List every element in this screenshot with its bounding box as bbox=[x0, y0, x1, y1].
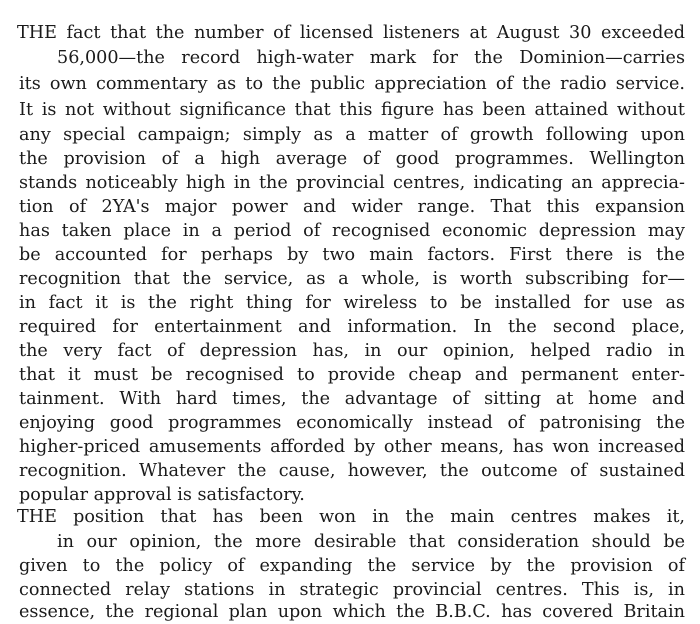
paragraph-line: has taken place in a period of recognised economic depression may bbox=[19, 221, 685, 241]
paragraph-line: given to the policy of expanding the service by the provision of bbox=[19, 556, 685, 576]
paragraph-line: the provision of a high average of good programmes. Wellington bbox=[19, 149, 685, 169]
paragraph-line: popular approval is satisfactory. bbox=[19, 485, 305, 505]
paragraph-line: THE fact that the number of licensed listeners at August 30 exceeded bbox=[17, 23, 685, 43]
paragraph-line: higher-priced amusements afforded by other means, has won increased bbox=[19, 437, 685, 457]
paragraph-line: It is not without significance that this figure has been attained without bbox=[19, 100, 685, 120]
paragraph-line: required for entertainment and information. In the second place, bbox=[19, 317, 685, 337]
paragraph-line: any special campaign; simply as a matter of growth following upon bbox=[19, 125, 685, 145]
paragraph-line: stands noticeably high in the provincial centres, indicating an apprecia- bbox=[19, 173, 685, 193]
paragraph-line: that it must be recognised to provide cheap and permanent enter- bbox=[19, 365, 685, 385]
paragraph-line: enjoying good programmes economically instead of patronising the bbox=[19, 413, 685, 433]
paragraph-line: in our opinion, the more desirable that consideration should be bbox=[57, 532, 685, 552]
paragraph-line: recognition that the service, as a whole, is worth subscribing for— bbox=[19, 269, 685, 289]
paragraph-line: 56,000—the record high-water mark for the Dominion—carries bbox=[57, 48, 685, 68]
paragraph-line: in fact it is the right thing for wireless to be installed for use as bbox=[19, 293, 685, 313]
paragraph-line: essence, the regional plan upon which the B.B.C. has covered Britain bbox=[19, 602, 685, 622]
paragraph-line: tainment. With hard times, the advantage of sitting at home and bbox=[19, 389, 685, 409]
paragraph-line: THE position that has been won in the main centres makes it, bbox=[17, 507, 685, 527]
paragraph-line: be accounted for perhaps by two main factors. First there is the bbox=[19, 245, 685, 265]
paragraph-line: connected relay stations in strategic provincial centres. This is, in bbox=[19, 580, 685, 600]
paragraph-line: its own commentary as to the public appreciation of the radio service. bbox=[19, 74, 685, 94]
paragraph-line: tion of 2YA's major power and wider range. That this expansion bbox=[19, 197, 685, 217]
paragraph-line: the very fact of depression has, in our opinion, helped radio in bbox=[19, 341, 685, 361]
paragraph-line: recognition. Whatever the cause, however, the outcome of sustained bbox=[19, 461, 685, 481]
